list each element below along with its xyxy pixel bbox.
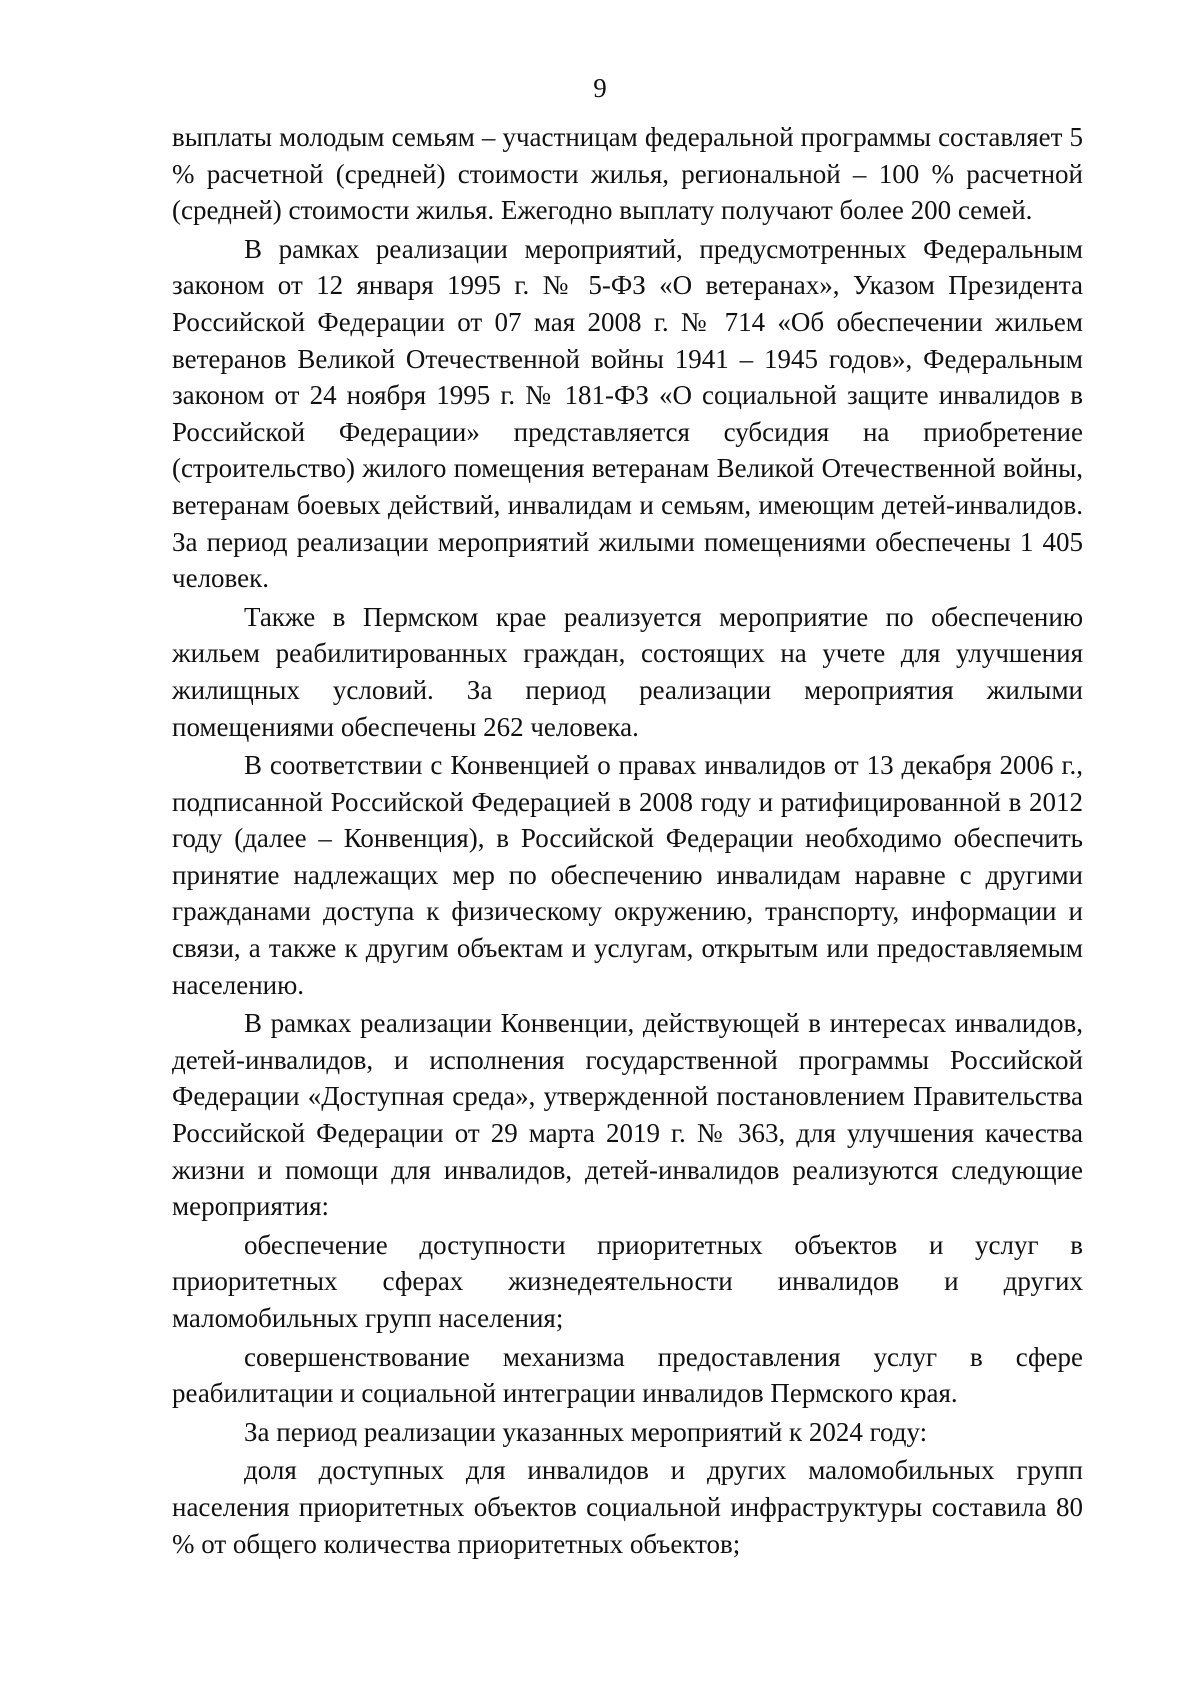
paragraph-rehabilitated-citizens: Также в Пермском крае реализуется мероприятие по обеспечению жильем реабилитированных граждан, состоящих на учете для улучшения жилищных условий. За период реализации мероприятия жилыми помещениями обеспечены 262 человека. (172, 601, 1083, 742)
paragraph-veterans-housing: В рамках реализации мероприятий, предусмотренных Федеральным законом от 12 января 1995 г. № 5-ФЗ «О ветеранах», Указом Президента Российской Федерации от 07 мая 2008 г. № 714 «Об обеспечении жильем ветеранов Великой Отечественной войны 1941 – 1945 годов», Федеральным законом от 24 ноября 1995 г. № 181-ФЗ «О социальной защите инвалидов в Российской Федерации» представляется субсидия на приобретение (строительство) жилого помещения ветеранам Великой Отечественной войны, ветеранам боевых действий, инвалидам и семьям, имеющим детей-инвалидов. За период реализации мероприятий жилыми помещениями обеспечены 1 405 человек. (172, 233, 1083, 594)
document-body (172, 119, 1083, 1562)
list-item-accessibility: обеспечение доступности приоритетных объектов и услуг в приоритетных сферах жизнедеятельности инвалидов и других маломобильных групп населения; (172, 1229, 1083, 1333)
paragraph-results-intro: За период реализации указанных мероприятий к 2024 году: (244, 1416, 928, 1447)
list-item-rehabilitation: совершенствование механизма предоставления услуг в сфере реабилитации и социальной интеграции инвалидов Пермского края. (172, 1341, 1083, 1409)
list-item-accessible-share: доля доступных для инвалидов и других маломобильных групп населения приоритетных объектов социальной инфраструктуры составила 80 % от общего количества приоритетных объектов; (172, 1455, 1083, 1559)
paragraph-convention: В соответствии с Конвенцией о правах инвалидов от 13 декабря 2006 г., подписанной Российской Федерацией в 2008 году и ратифицированной в 2012 году (далее – Конвенция), в Российской Федерации необходимо обеспечить принятие надлежащих мер по обеспечению инвалидам наравне с другими гражданами доступа к физическому окружению, транспорту, информации и связи, а также к другим объектам и услугам, открытым или предоставляемым населению. (172, 750, 1083, 1000)
page-number: 9 (593, 73, 607, 103)
paragraph-accessible-environment: В рамках реализации Конвенции, действующей в интересах инвалидов, детей-инвалидов, и исполнения государственной программы Российской Федерации «Доступная среда», утвержденной постановлением Правительства Российской Федерации от 29 марта 2019 г. № 363, для улучшения качества жизни и помощи для инвалидов, детей-инвалидов реализуются следующие мероприятия: (172, 1008, 1083, 1222)
paragraph-young-families-payment: выплаты молодым семьям – участницам федеральной программы составляет 5 % расчетной (средней) стоимости жилья, региональной – 100 % расчетной (средней) стоимости жилья. Ежегодно выплату получают более 200 семей. (172, 122, 1083, 226)
